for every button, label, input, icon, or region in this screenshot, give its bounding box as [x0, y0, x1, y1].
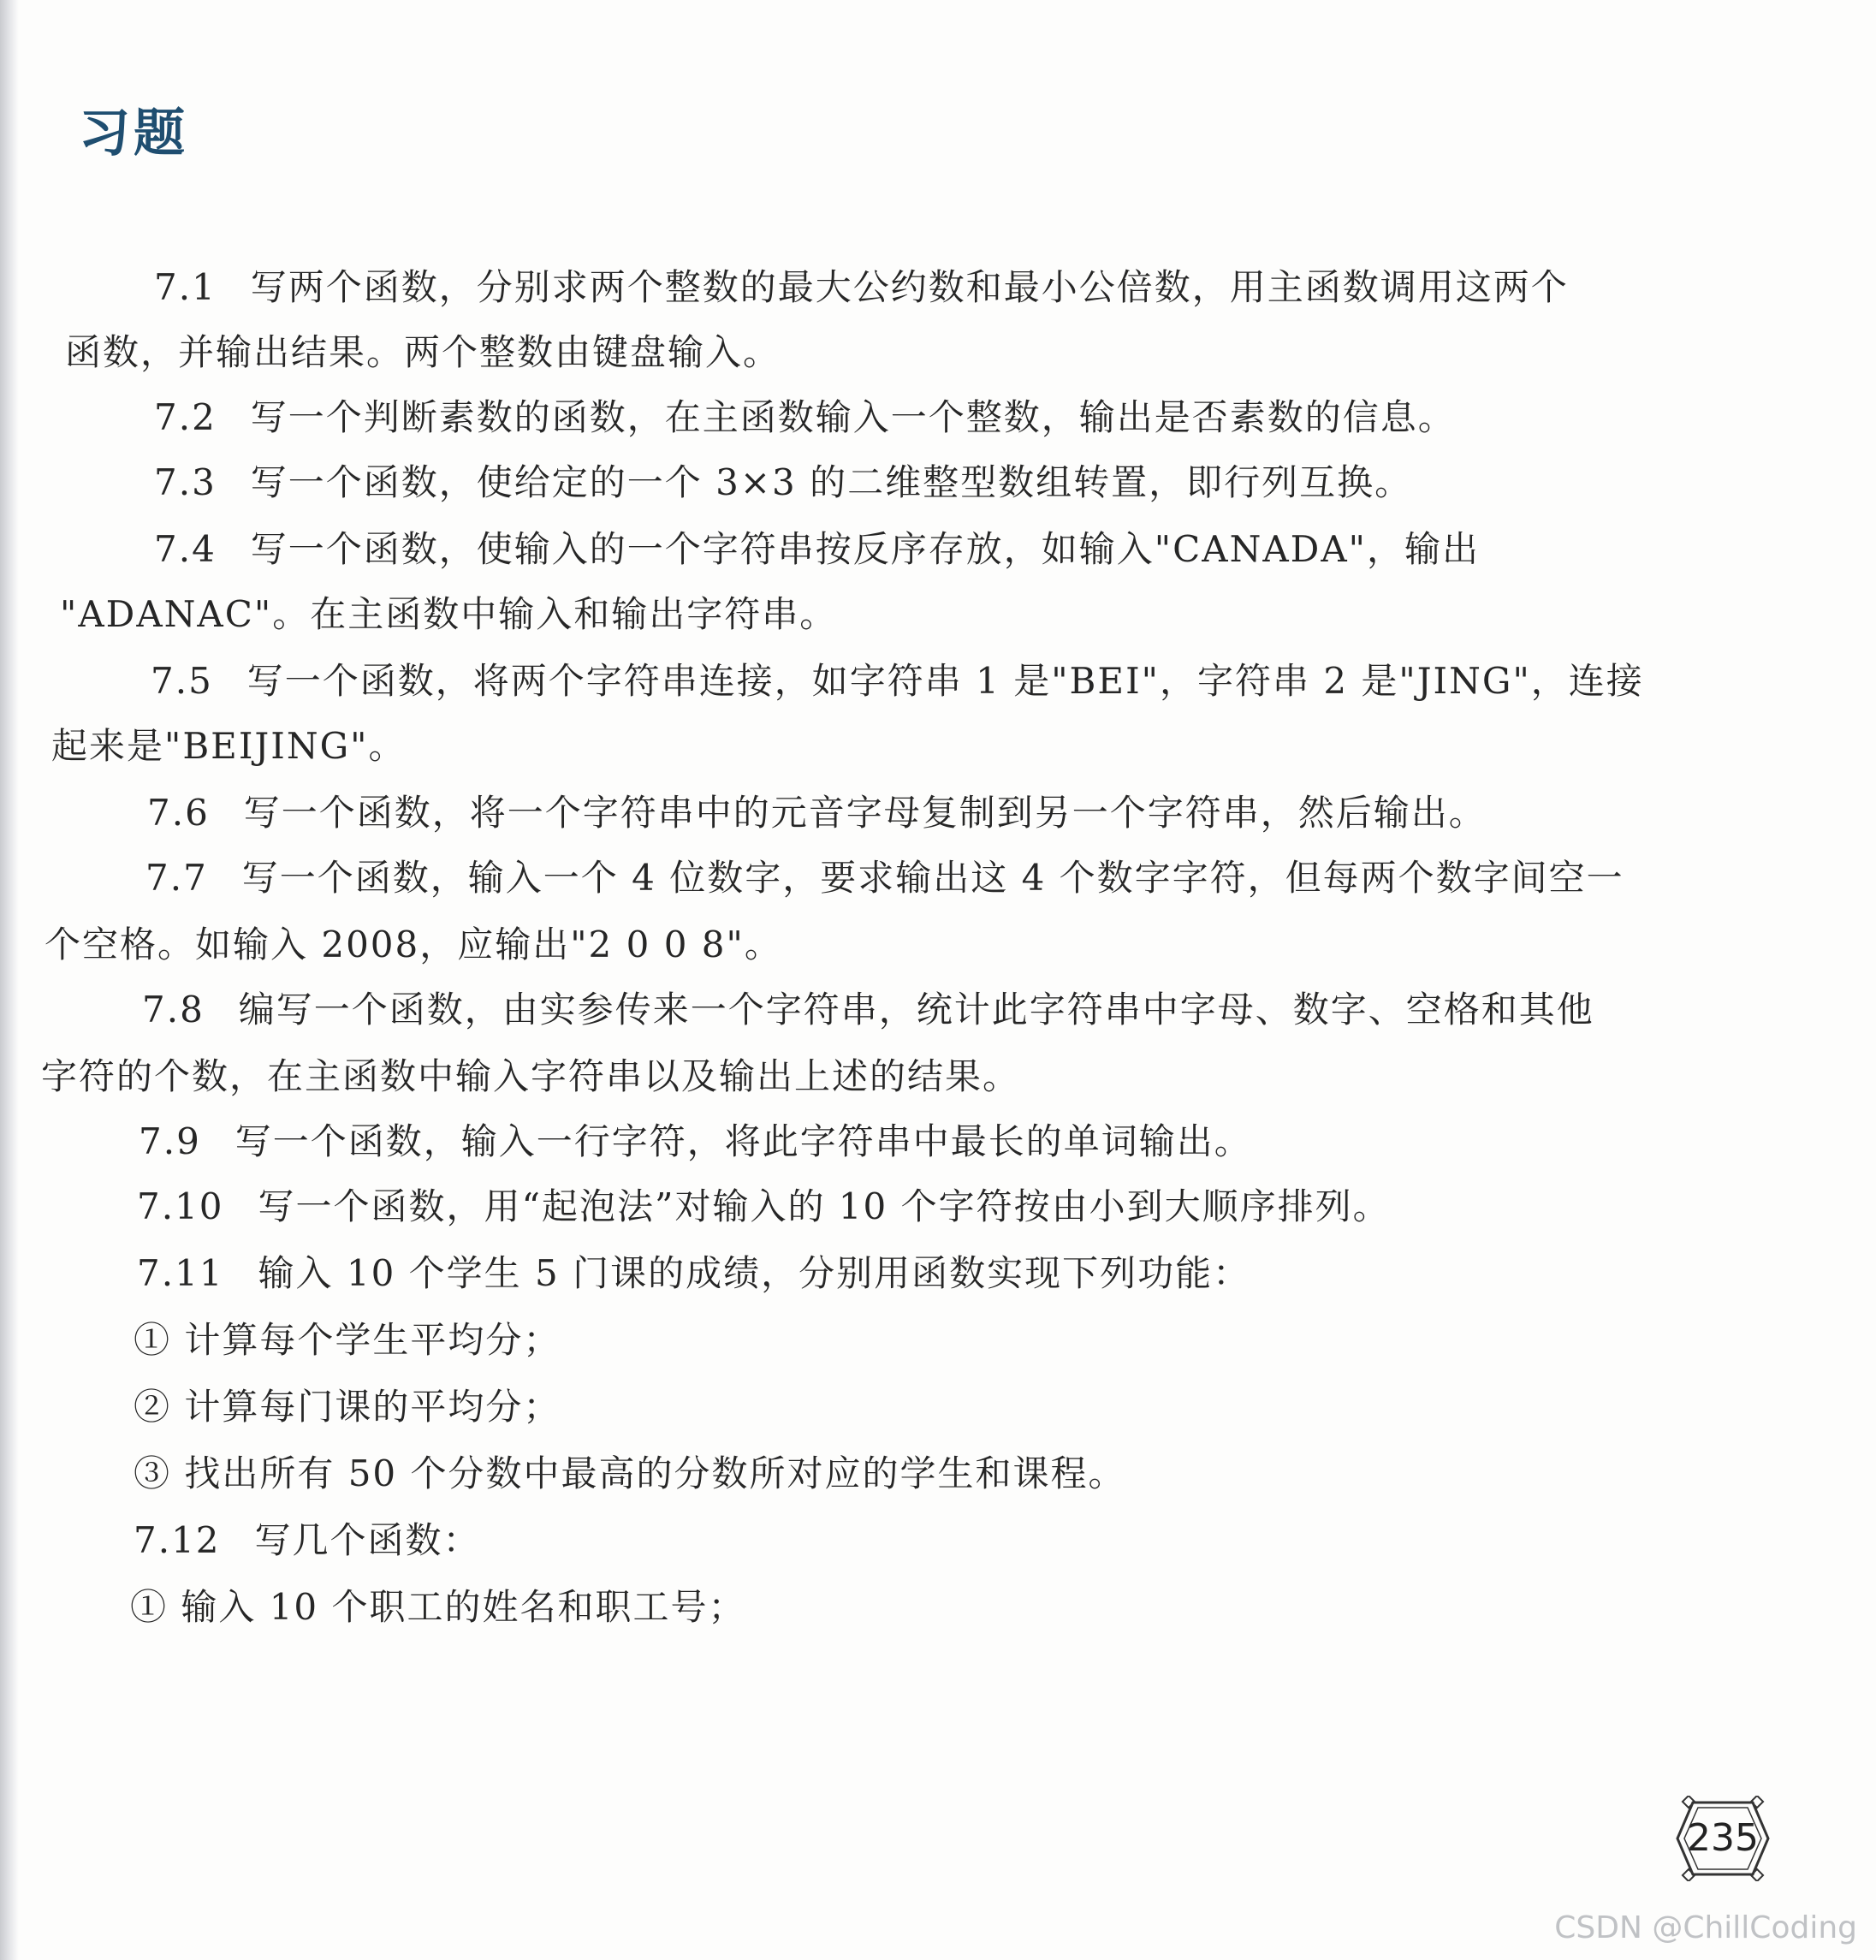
exercise-7-11-item-2: ② 计算每门课的平均分； — [134, 1386, 561, 1428]
exercise-7-3-line-1 — [154, 459, 1412, 507]
exercise-text: 写几个函数： — [254, 1519, 481, 1561]
exercise-7-9-line-1 — [139, 1118, 1252, 1166]
exercise-text: 编写一个函数，由实参传来一个字符串，统计此字符串中字母、数字、空格和其他 — [238, 989, 1594, 1030]
exercise-text: 写一个函数，使给定的一个 3×3 的二维整型数组转置，即行列互换。 — [250, 461, 1413, 503]
exercise-number: 7.11 — [137, 1252, 224, 1294]
exercise-7-12-line-1 — [134, 1517, 481, 1565]
exercise-7-10-line-1 — [137, 1183, 1391, 1231]
exercise-7-4-line-2: "ADANAC"。在主函数中输入和输出字符串。 — [60, 593, 838, 635]
exercise-7-6-line-1 — [147, 789, 1487, 837]
page-number: 235 — [1687, 1816, 1759, 1860]
exercise-7-5-line-1 — [151, 657, 1644, 705]
exercise-7-11-item-1: ① 计算每个学生平均分； — [134, 1319, 561, 1361]
exercise-number: 7.10 — [137, 1185, 224, 1227]
exercise-7-7-line-1 — [145, 854, 1624, 902]
exercise-text: 输入 10 个学生 5 门课的成绩，分别用函数实现下列功能： — [258, 1252, 1251, 1294]
exercise-7-11-line-1 — [137, 1250, 1250, 1298]
watermark: CSDN @ChillCoding — [1554, 1910, 1857, 1945]
exercise-7-8-line-2: 字符的个数，在主函数中输入字符串以及输出上述的结果。 — [41, 1055, 1021, 1097]
exercise-text: 写一个函数，输入一行字符，将此字符串中最长的单词输出。 — [234, 1120, 1252, 1162]
exercise-number: 7.6 — [147, 792, 210, 834]
exercise-7-4-line-1 — [154, 526, 1480, 573]
exercise-7-11-item-3: ③ 找出所有 50 个分数中最高的分数所对应的学生和课程。 — [134, 1452, 1126, 1494]
exercise-7-2-line-1 — [154, 394, 1456, 442]
exercise-text: 写一个函数，使输入的一个字符串按反序存放，如输入"CANADA"，输出 — [250, 528, 1480, 570]
exercise-text: 写一个判断素数的函数，在主函数输入一个整数，输出是否素数的信息。 — [250, 396, 1456, 438]
exercise-number: 7.4 — [154, 528, 217, 570]
exercise-number: 7.1 — [154, 266, 217, 308]
section-title: 习题 — [79, 104, 188, 163]
exercise-7-5-line-2: 起来是"BEIJING"。 — [51, 725, 407, 767]
exercise-text: 写一个函数，将两个字符串连接，如字符串 1 是"BEI"，字符串 2 是"JING"，连接 — [246, 660, 1644, 702]
exercise-number: 7.5 — [151, 660, 213, 702]
exercise-number: 7.12 — [134, 1519, 221, 1561]
exercise-7-8-line-1 — [142, 986, 1594, 1034]
exercise-text: 写一个函数，将一个字符串中的元音字母复制到另一个字符串，然后输出。 — [243, 792, 1487, 834]
exercise-7-7-line-2: 个空格。如输入 2008，应输出"2 0 0 8"。 — [45, 924, 782, 965]
exercise-number: 7.3 — [154, 461, 217, 503]
page-number-badge — [1672, 1796, 1773, 1881]
exercise-text: 写两个函数，分别求两个整数的最大公约数和最小公倍数，用主函数调用这两个 — [250, 266, 1569, 308]
exercise-number: 7.2 — [154, 396, 217, 438]
exercise-7-1-line-1 — [154, 264, 1569, 312]
exercise-text: 写一个函数，用“起泡法”对输入的 10 个字符按由小到大顺序排列。 — [258, 1185, 1391, 1227]
exercise-number: 7.8 — [142, 989, 205, 1030]
book-spine-shadow — [0, 0, 19, 1960]
exercise-7-12-item-1: ① 输入 10 个职工的姓名和职工号； — [130, 1586, 746, 1628]
exercise-7-1-line-2: 函数，并输出结果。两个整数由键盘输入。 — [65, 331, 781, 373]
exercise-text: 写一个函数，输入一个 4 位数字，要求输出这 4 个数字字符，但每两个数字间空一 — [241, 857, 1624, 899]
exercise-number: 7.9 — [139, 1120, 201, 1162]
exercise-number: 7.7 — [145, 857, 208, 899]
